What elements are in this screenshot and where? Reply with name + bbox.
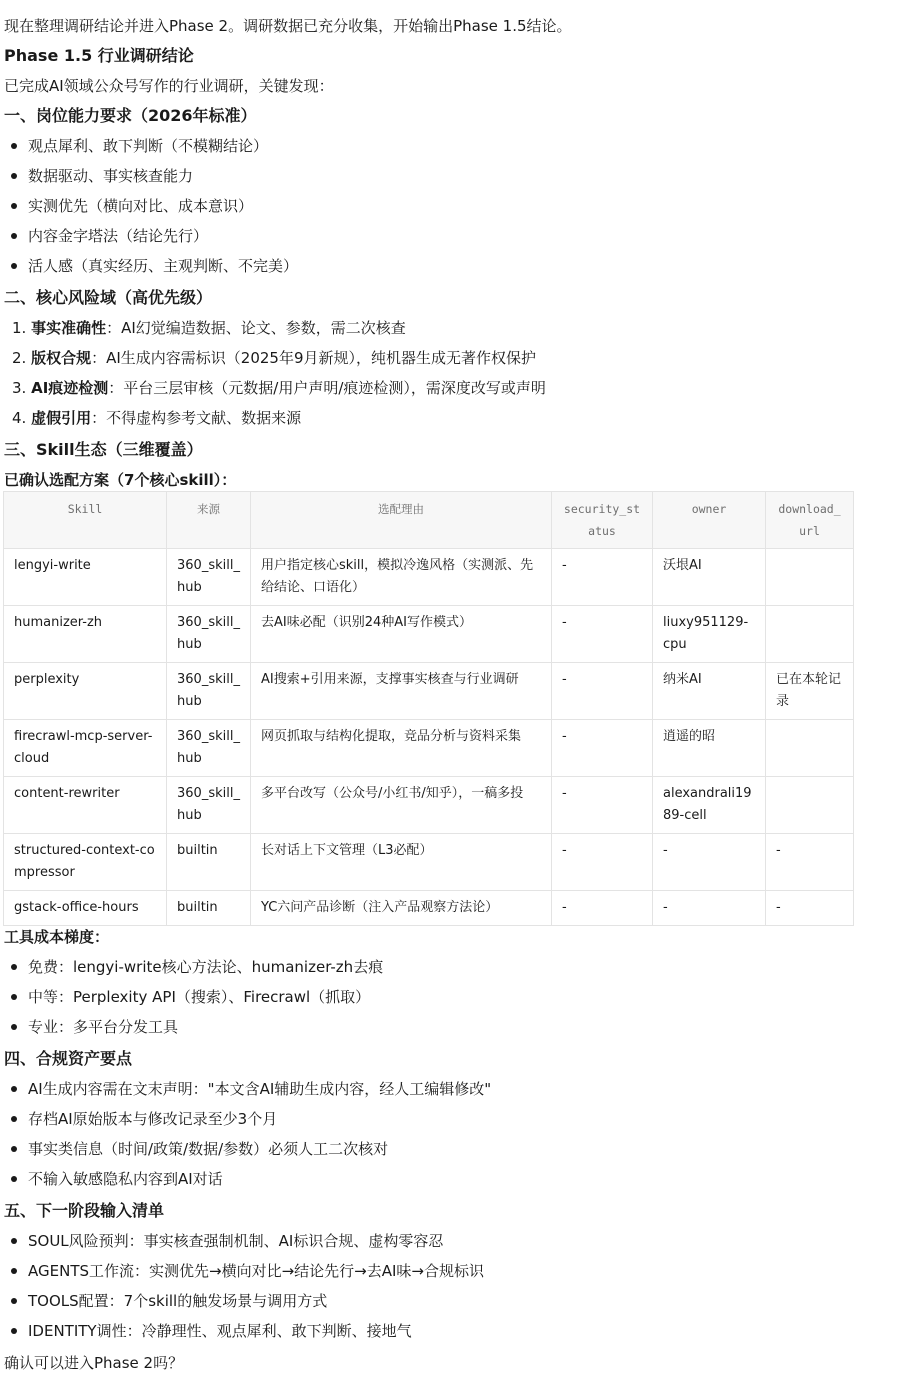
cell-reason: 长对话上下文管理（L3必配）	[251, 834, 552, 891]
cell-source: 360_skill_hub	[167, 720, 251, 777]
cell-download	[766, 549, 854, 606]
cell-security: -	[552, 834, 653, 891]
bullet-icon	[11, 173, 17, 179]
section3-heading: 三、Skill生态（三维覆盖）	[4, 440, 203, 459]
list-item: TOOLS配置：7个skill的触发场景与调用方式	[28, 1292, 328, 1310]
bullet-icon	[11, 143, 17, 149]
numbered-item	[12, 377, 546, 399]
list-item: 数据驱动、事实核查能力	[28, 167, 194, 185]
cell-source: 360_skill_hub	[167, 777, 251, 834]
bullet-icon	[11, 1176, 17, 1182]
cell-owner: alexandrali1989-cell	[653, 777, 766, 834]
cell-skill: structured-context-compressor	[4, 834, 167, 891]
summary-text: 已完成AI领域公众号写作的行业调研，关键发现：	[4, 77, 334, 95]
doc-title: Phase 1.5 行业调研结论	[4, 46, 194, 65]
numbered-item	[12, 317, 406, 339]
column-header: 来源	[167, 492, 251, 549]
cell-download	[766, 777, 854, 834]
item-number: 1.	[12, 319, 27, 337]
section2-heading: 二、核心风险域（高优先级）	[4, 288, 213, 307]
list-item: AI生成内容需在文末声明："本文含AI辅助生成内容，经人工编辑修改"	[28, 1080, 492, 1098]
list-item: 专业：多平台分发工具	[28, 1018, 179, 1036]
cell-download: 已在本轮记录	[766, 663, 854, 720]
cell-source: 360_skill_hub	[167, 663, 251, 720]
cell-skill: content-rewriter	[4, 777, 167, 834]
cell-source: 360_skill_hub	[167, 549, 251, 606]
cell-owner: -	[653, 834, 766, 891]
list-item: 存档AI原始版本与修改记录至少3个月	[28, 1110, 278, 1128]
item-number: 3.	[12, 379, 27, 397]
cell-security: -	[552, 663, 653, 720]
cell-owner: -	[653, 891, 766, 926]
item-keyword: AI痕迹检测	[31, 379, 109, 397]
list-item: 事实类信息（时间/政策/数据/参数）必须人工二次核对	[28, 1140, 389, 1158]
cell-security: -	[552, 549, 653, 606]
cell-skill: lengyi-write	[4, 549, 167, 606]
intro-text: 现在整理调研结论并进入Phase 2。调研数据已充分收集，开始输出Phase 1.5结论。	[4, 17, 572, 35]
cell-reason: 用户指定核心skill，模拟冷逸风格（实测派、先给结论、口语化）	[251, 549, 552, 606]
column-header: security_status	[552, 492, 653, 549]
list-item: 内容金字塔法（结论先行）	[28, 227, 209, 245]
bullet-icon	[11, 1086, 17, 1092]
table-row	[4, 777, 854, 834]
table-row	[4, 891, 854, 926]
table-row	[4, 834, 854, 891]
list-item: 中等：Perplexity API（搜索）、Firecrawl（抓取）	[28, 988, 371, 1006]
list-item: 观点犀利、敢下判断（不模糊结论）	[28, 137, 269, 155]
cell-skill: humanizer-zh	[4, 606, 167, 663]
cell-reason: YC六问产品诊断（注入产品观察方法论）	[251, 891, 552, 926]
section3-subheading: 已确认选配方案（7个核心skill）：	[4, 471, 237, 489]
cell-download	[766, 606, 854, 663]
numbered-item	[12, 347, 536, 369]
cell-owner: 沃垠AI	[653, 549, 766, 606]
list-item: AGENTS工作流：实测优先→横向对比→结论先行→去AI味→合规标识	[28, 1262, 484, 1280]
bullet-icon	[11, 994, 17, 1000]
table-header-row	[4, 492, 854, 549]
skills-table	[3, 491, 854, 926]
item-text: ：不得虚构参考文献、数据来源	[91, 409, 302, 427]
cell-skill: firecrawl-mcp-server-cloud	[4, 720, 167, 777]
cell-skill: gstack-office-hours	[4, 891, 167, 926]
list-item: 不输入敏感隐私内容到AI对话	[28, 1170, 223, 1188]
cell-download: -	[766, 891, 854, 926]
cell-security: -	[552, 891, 653, 926]
cell-source: builtin	[167, 834, 251, 891]
list-item: 实测优先（横向对比、成本意识）	[28, 197, 254, 215]
cell-skill: perplexity	[4, 663, 167, 720]
bullet-icon	[11, 1268, 17, 1274]
item-keyword: 事实准确性	[31, 319, 107, 337]
cell-reason: 多平台改写（公众号/小红书/知乎），一稿多投	[251, 777, 552, 834]
section1-heading: 一、岗位能力要求（2026年标准）	[4, 106, 257, 125]
item-number: 4.	[12, 409, 27, 427]
closing-question: 确认可以进入Phase 2吗？	[4, 1354, 184, 1372]
item-text: ：平台三层审核（元数据/用户声明/痕迹检测），需深度改写或声明	[108, 379, 546, 397]
cell-owner: 逍遥的昭	[653, 720, 766, 777]
cell-source: builtin	[167, 891, 251, 926]
cost-heading: 工具成本梯度：	[4, 928, 110, 946]
cell-source: 360_skill_hub	[167, 606, 251, 663]
cell-download: -	[766, 834, 854, 891]
bullet-icon	[11, 1146, 17, 1152]
bullet-icon	[11, 233, 17, 239]
list-item: 活人感（真实经历、主观判断、不完美）	[28, 257, 299, 275]
cell-security: -	[552, 606, 653, 663]
bullet-icon	[11, 263, 17, 269]
bullet-icon	[11, 964, 17, 970]
list-item: 免费：lengyi-write核心方法论、humanizer-zh去痕	[28, 958, 384, 976]
bullet-icon	[11, 203, 17, 209]
column-header: owner	[653, 492, 766, 549]
item-text: ：AI生成内容需标识（2025年9月新规），纯机器生成无著作权保护	[91, 349, 537, 367]
list-item: SOUL风险预判：事实核查强制机制、AI标识合规、虚构零容忍	[28, 1232, 444, 1250]
numbered-item	[12, 407, 301, 429]
cell-owner: 纳米AI	[653, 663, 766, 720]
item-keyword: 版权合规	[31, 349, 92, 367]
table-row	[4, 549, 854, 606]
cell-download	[766, 720, 854, 777]
cell-security: -	[552, 720, 653, 777]
table-row	[4, 606, 854, 663]
cell-reason: 网页抓取与结构化提取，竞品分析与资料采集	[251, 720, 552, 777]
column-header: Skill	[4, 492, 167, 549]
cell-owner: liuxy951129-cpu	[653, 606, 766, 663]
column-header: download_url	[766, 492, 854, 549]
section4-heading: 四、合规资产要点	[4, 1049, 133, 1068]
bullet-icon	[11, 1328, 17, 1334]
item-number: 2.	[12, 349, 27, 367]
bullet-icon	[11, 1298, 17, 1304]
bullet-icon	[11, 1238, 17, 1244]
table-row	[4, 720, 854, 777]
bullet-icon	[11, 1024, 17, 1030]
cell-reason: AI搜索+引用来源，支撑事实核查与行业调研	[251, 663, 552, 720]
column-header: 选配理由	[251, 492, 552, 549]
table-row	[4, 663, 854, 720]
item-keyword: 虚假引用	[31, 409, 92, 427]
item-text: ：AI幻觉编造数据、论文、参数，需二次核查	[106, 319, 406, 337]
cell-reason: 去AI味必配（识别24种AI写作模式）	[251, 606, 552, 663]
section5-heading: 五、下一阶段输入清单	[4, 1201, 165, 1220]
cell-security: -	[552, 777, 653, 834]
list-item: IDENTITY调性：冷静理性、观点犀利、敢下判断、接地气	[28, 1322, 412, 1340]
bullet-icon	[11, 1116, 17, 1122]
